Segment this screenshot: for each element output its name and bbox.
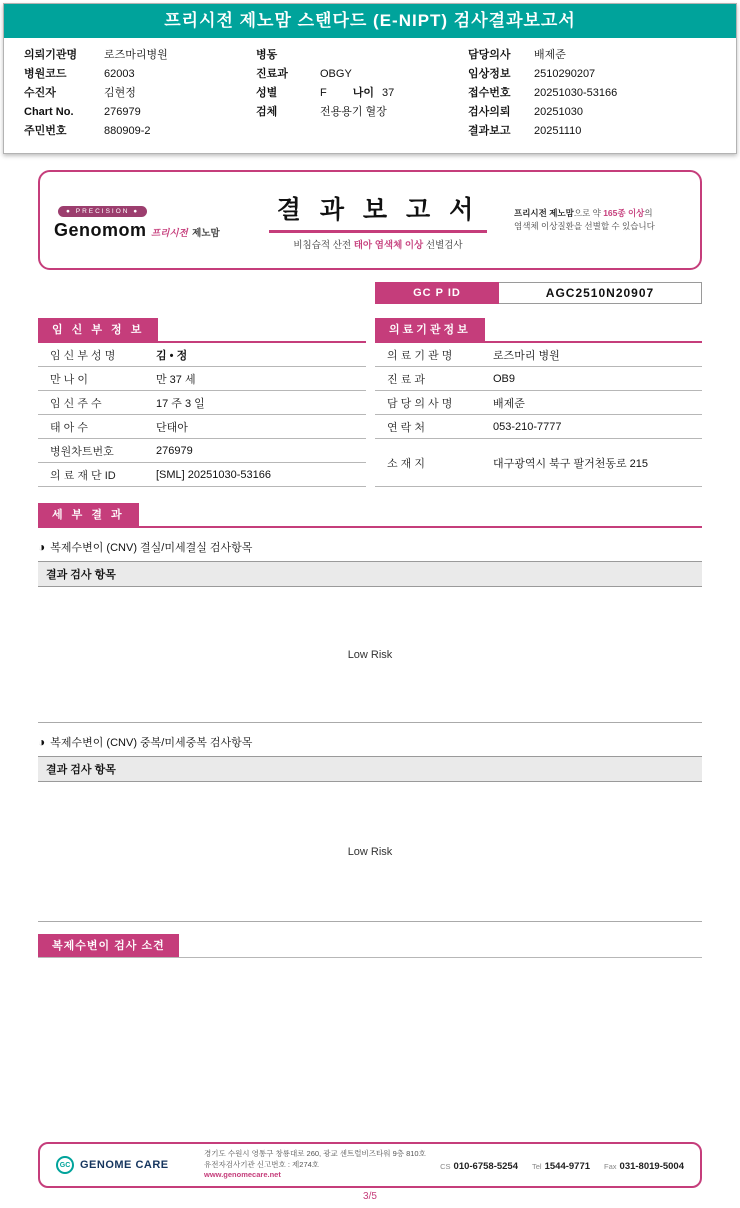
table-row <box>375 343 702 367</box>
report-masthead <box>38 170 702 270</box>
row-value: 만 37 세 <box>156 373 196 386</box>
info-row <box>468 103 726 122</box>
info-value: 37 <box>382 87 395 99</box>
contact-label: Fax <box>604 1162 617 1171</box>
row-value: 배제준 <box>493 397 525 410</box>
info-row-gender-age <box>256 84 468 103</box>
subtitle-suffix: 선별검사 <box>423 239 463 251</box>
patient-table-title: 임 신 부 정 보 <box>38 318 158 341</box>
half-circle-icon: ◑ <box>38 540 46 554</box>
info-label: 의뢰기관명 <box>24 49 78 61</box>
report-tagline <box>514 207 686 233</box>
info-label: Chart No. <box>24 106 74 118</box>
request-header <box>3 3 737 154</box>
cnv-duplication-heading-text: 복제수변이 (CNV) 중복/미세중복 검사항목 <box>50 737 253 749</box>
row-value: OB9 <box>493 372 516 385</box>
contact-value: 010-6758-5254 <box>453 1161 518 1172</box>
row-label: 진 료 과 <box>387 373 425 386</box>
info-label: 주민번호 <box>24 125 67 137</box>
row-value: 김 • 정 <box>156 349 188 362</box>
address-line2: 유전자검사기관 신고번호 : 제274호 <box>204 1159 320 1169</box>
info-value: 전용용기 혈장 <box>320 106 387 118</box>
info-row <box>468 84 726 103</box>
info-value: 20251030 <box>534 106 583 118</box>
info-row <box>24 46 256 65</box>
request-info-grid <box>4 38 736 153</box>
row-value: 단태아 <box>156 421 188 434</box>
row-label: 만 나 이 <box>50 373 88 386</box>
findings-section-header <box>38 934 702 958</box>
info-value: 20251110 <box>534 125 582 137</box>
info-label: 담당의사 <box>468 49 511 61</box>
info-label: 병동 <box>256 49 278 61</box>
page-title: 프리시전 제노맘 스탠다드 (E-NIPT) 검사결과보고서 <box>4 4 736 38</box>
report-title: 결 과 보 고 서 <box>269 190 488 233</box>
gcpid-row <box>375 282 702 304</box>
row-label: 병원차트번호 <box>50 445 114 458</box>
genomom-logo <box>54 200 242 241</box>
result-items-header: 결과 검사 항목 <box>38 561 702 587</box>
clinic-table-title: 의료기관정보 <box>375 318 485 341</box>
table-row <box>38 439 366 463</box>
info-value: 62003 <box>104 68 135 80</box>
tagline-after: 의 <box>644 207 653 218</box>
genome-care-logo-icon: GC <box>56 1156 74 1174</box>
table-row <box>375 391 702 415</box>
info-value: 2510290207 <box>534 68 596 80</box>
row-label: 태 아 수 <box>50 421 88 434</box>
row-label: 의 료 기 관 명 <box>387 349 453 362</box>
table-row <box>375 367 702 391</box>
tagline-highlight: 165종 이상 <box>603 207 645 218</box>
result-items-header: 결과 검사 항목 <box>38 756 702 782</box>
brand-name: Genomom <box>54 219 147 240</box>
info-label: 진료과 <box>256 68 288 80</box>
gcpid-value: AGC2510N20907 <box>499 282 702 304</box>
info-row <box>24 65 256 84</box>
row-value: 17 주 3 일 <box>156 397 205 410</box>
footer-address <box>204 1149 426 1181</box>
row-label: 임 신 부 성 명 <box>50 349 116 362</box>
brand-korean-2: 제노맘 <box>192 227 220 239</box>
info-value: 276979 <box>104 106 141 118</box>
row-value: 대구광역시 북구 팔거천동로 215 <box>493 457 649 470</box>
report-body <box>38 170 702 958</box>
footer-contacts <box>440 1156 684 1174</box>
cnv-deletion-heading-text: 복제수변이 (CNV) 결실/미세결실 검사항목 <box>50 542 253 554</box>
row-value: 276979 <box>156 444 193 457</box>
report-subtitle <box>242 237 514 251</box>
table-row <box>38 463 366 487</box>
duplication-risk-result: Low Risk <box>38 782 702 922</box>
cnv-deletion-heading <box>38 539 702 555</box>
table-row <box>38 391 366 415</box>
tagline-brand: 프리시전 제노맘 <box>514 207 574 218</box>
footer <box>38 1142 702 1188</box>
row-label: 연 락 처 <box>387 421 425 434</box>
info-row <box>468 46 726 65</box>
info-value: F <box>320 87 327 99</box>
row-label: 담 당 의 사 명 <box>387 397 453 410</box>
info-label: 결과보고 <box>468 125 511 137</box>
deletion-risk-result: Low Risk <box>38 587 702 723</box>
contact-label: Tel <box>532 1162 542 1171</box>
brand-line <box>54 220 242 241</box>
table-row <box>38 415 366 439</box>
precision-badge-icon: ● PRECISION ● <box>58 206 147 217</box>
info-row <box>24 103 256 122</box>
address-line1: 경기도 수원시 영통구 창룡대로 260, 광교 센트럴비즈타워 9층 810호 <box>204 1149 426 1159</box>
request-info-col-middle <box>256 46 468 141</box>
request-info-col-left <box>24 46 256 141</box>
table-row <box>38 367 366 391</box>
genome-care-logo-text: GENOME CARE <box>80 1159 169 1171</box>
table-row <box>375 439 702 487</box>
row-label: 임 신 주 수 <box>50 397 102 410</box>
info-label: 검체 <box>256 106 278 118</box>
table-row <box>38 343 366 367</box>
clinic-table-header <box>375 318 702 343</box>
contact-value: 031-8019-5004 <box>619 1161 684 1172</box>
tagline-mid: 으로 약 <box>573 207 604 218</box>
info-row <box>468 122 726 141</box>
page-number: 3/5 <box>363 1191 377 1202</box>
clinic-info-table <box>375 318 702 487</box>
info-value: 880909-2 <box>104 125 151 137</box>
gcpid-label: GC P ID <box>375 282 499 304</box>
info-row <box>256 65 468 84</box>
findings-section-title: 복제수변이 검사 소견 <box>38 934 179 957</box>
request-info-col-right <box>468 46 726 141</box>
row-label: 소 재 지 <box>387 457 425 470</box>
contact-label: CS <box>440 1162 451 1171</box>
info-tables <box>38 318 702 487</box>
row-value: 053-210-7777 <box>493 420 562 433</box>
info-label: 병원코드 <box>24 68 67 80</box>
info-row <box>24 84 256 103</box>
info-value: 김현정 <box>104 87 136 99</box>
table-row <box>375 415 702 439</box>
contact-value: 1544-9771 <box>544 1161 591 1172</box>
subtitle-prefix: 비침습적 산전 <box>293 239 354 251</box>
website-link[interactable]: www.genomecare.net <box>204 1170 281 1180</box>
details-section-title: 세 부 결 과 <box>38 503 139 526</box>
tel-contact <box>532 1156 590 1174</box>
report-title-block <box>242 190 514 251</box>
fax-contact <box>604 1156 684 1174</box>
info-row <box>468 65 726 84</box>
info-label: 임상정보 <box>468 68 511 80</box>
details-section-header <box>38 503 702 528</box>
subtitle-highlight: 태아 염색체 이상 <box>353 239 424 251</box>
row-value: [SML] 20251030-53166 <box>156 468 271 481</box>
cnv-duplication-heading <box>38 734 702 750</box>
info-label: 수진자 <box>24 87 56 99</box>
row-label: 의 료 재 단 ID <box>50 469 116 482</box>
tagline-line2: 염색체 이상질환을 선별할 수 있습니다 <box>514 221 655 231</box>
info-value: 20251030-53166 <box>534 87 618 99</box>
half-circle-icon: ◑ <box>38 735 46 749</box>
info-row <box>24 122 256 141</box>
info-row <box>256 46 468 65</box>
info-label: 검사의뢰 <box>468 106 511 118</box>
patient-info-table <box>38 318 366 487</box>
info-row <box>256 103 468 122</box>
brand-korean-1: 프리시전 <box>150 227 188 239</box>
info-value: OBGY <box>320 68 352 80</box>
row-value: 로즈마리 병원 <box>493 349 560 362</box>
genome-care-logo <box>56 1156 204 1174</box>
info-label: 성별 <box>256 87 278 99</box>
cs-contact <box>440 1156 518 1174</box>
info-label: 나이 <box>352 87 374 99</box>
info-label: 접수번호 <box>468 87 511 99</box>
info-value: 로즈마리병원 <box>104 49 168 61</box>
info-value: 배제준 <box>534 49 566 61</box>
patient-table-header <box>38 318 366 343</box>
